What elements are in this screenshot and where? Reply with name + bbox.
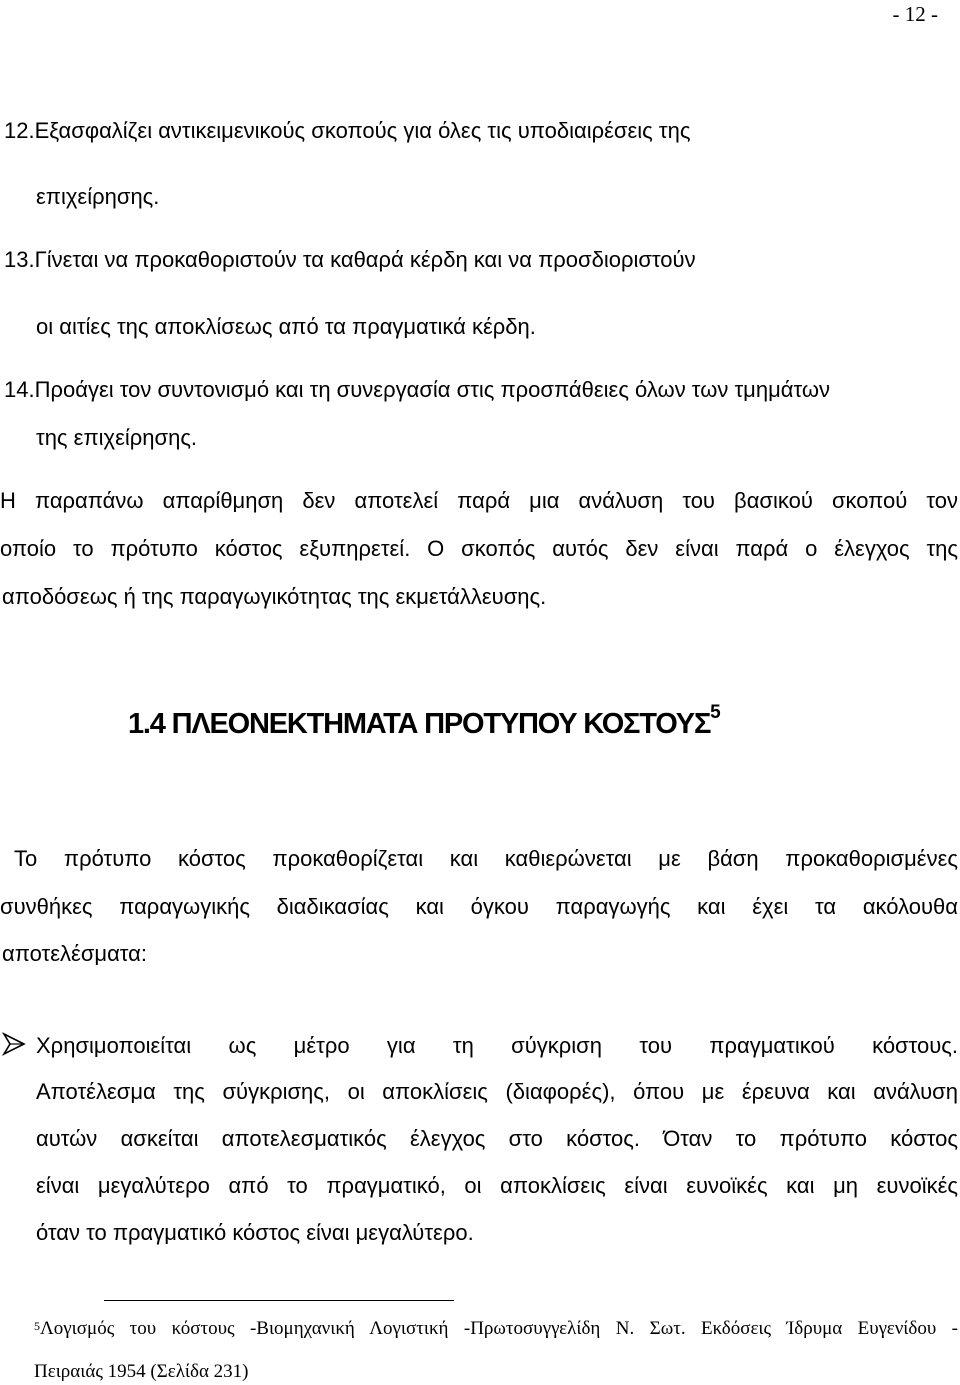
footnote-separator [104,1300,454,1301]
footnote-line2: Πειραιάς 1954 (Σελίδα 231) [34,1361,249,1382]
section-heading-footnote-ref: 5 [710,702,720,723]
bullet-line1: Χρησιμοποιείται ως μέτρο για τη σύγκριση του πραγματικού κόστους. [36,1033,958,1058]
list-item-13-line2: οι αιτίες της αποκλίσεως από τα πραγματικά κέρδη. [36,314,536,339]
paragraph2-line2: συνθήκες παραγωγικής διαδικασίας και όγκου παραγωγής και έχει τα ακόλουθα [0,894,958,919]
footnote-line1 [34,1318,958,1340]
paragraph1-line3: αποδόσεως ή της παραγωγικότητας της εκμετάλλευσης. [2,584,547,609]
paragraph1-line1: Η παραπάνω απαρίθμηση δεν αποτελεί παρά μια ανάλυση του βασικού σκοπού τον [0,488,958,513]
list-item-12-line2: επιχείρησης. [36,184,160,209]
list-item-12-line1: 12.Εξασφαλίζει αντικειμενικούς σκοπούς για όλες τις υποδιαιρέσεις της [4,118,691,143]
bullet-line4: είναι μεγαλύτερο από το πραγματικό, οι αποκλίσεις είναι ευνοϊκές και μη ευνοϊκές [36,1173,958,1198]
section-heading-text: 1.4 ΠΛΕΟΝΕΚΤΗΜΑΤΑ ΠΡΟΤΥΠΟΥ ΚΟΣΤΟΥΣ [128,708,711,740]
list-item-14-line2: της επιχείρησης. [36,425,198,450]
bullet-line5: όταν το πραγματικό κόστος είναι μεγαλύτερο. [36,1220,474,1245]
arrowhead-bullet-icon [2,1032,26,1056]
list-item-13-line1: 13.Γίνεται να προκαθοριστούν τα καθαρά κέρδη και να προσδιοριστούν [4,247,696,272]
list-item-14-line1: 14.Προάγει τον συντονισμό και τη συνεργασία στις προσπάθειες όλων των τμημάτων [4,377,831,402]
paragraph2-line3: αποτελέσματα: [2,941,147,966]
section-heading [128,702,720,741]
paragraph1-line2: οποίο το πρότυπο κόστος εξυπηρετεί. Ο σκοπός αυτός δεν είναι παρά ο έλεγχος της [0,536,958,561]
bullet-line3: αυτών ασκείται αποτελεσματικός έλεγχος στο κόστος. Όταν το πρότυπο κόστος [36,1126,958,1151]
bullet-line2: Αποτέλεσμα της σύγκρισης, οι αποκλίσεις (διαφορές), όπου με έρευνα και ανάλυση [36,1079,958,1104]
footnote-marker: 5 [34,1319,40,1333]
paragraph2-line1: Το πρότυπο κόστος προκαθορίζεται και καθιερώνεται με βάση προκαθορισμένες [14,846,958,871]
footnote-text-line1: Λογισμός του κόστους -Βιομηχανική Λογιστική -Πρωτοσυγγελίδη Ν. Σωτ. Εκδόσεις Ίδρυμα Ευγενίδου - [40,1318,958,1339]
page-number: - 12 - [892,2,938,26]
